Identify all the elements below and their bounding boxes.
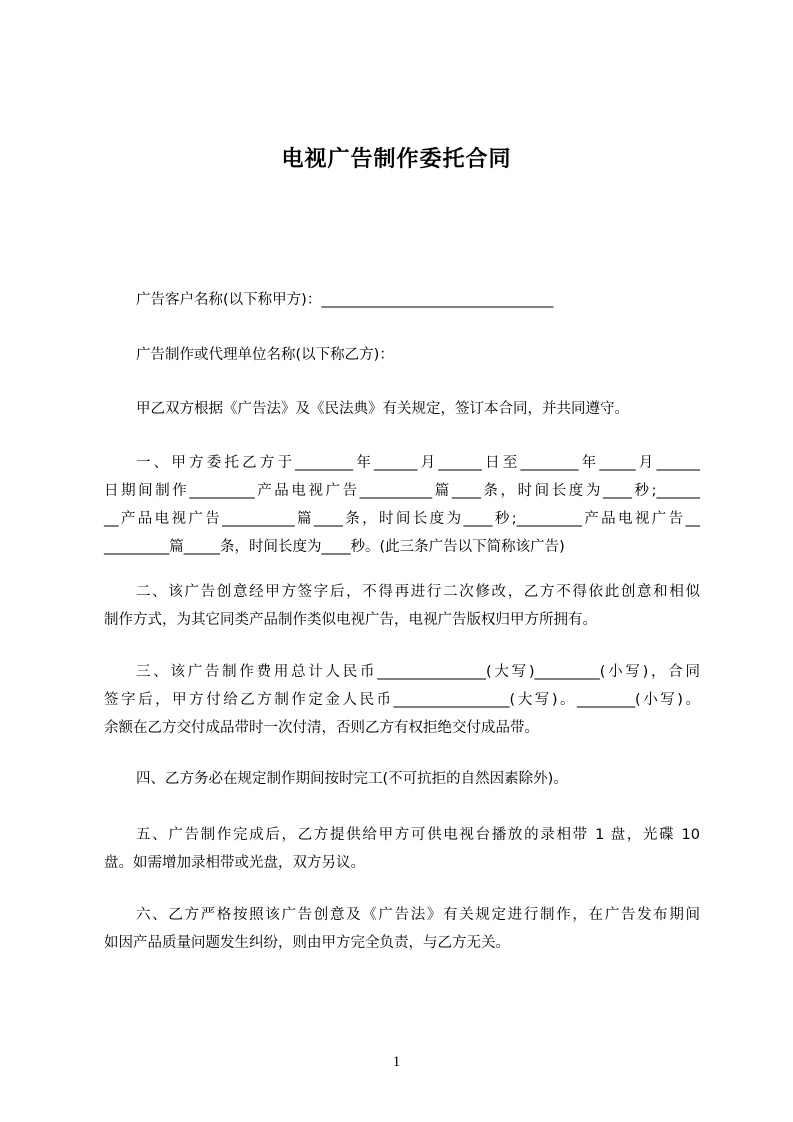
clause-6-line: 如因产品质量问题发生纠纷，则由甲方完全负责，与乙方无关。 xyxy=(104,935,510,951)
page-number: 1 xyxy=(392,1054,401,1070)
clause-6-paragraph xyxy=(104,901,700,957)
clause-3-line: 签字后，甲方付给乙方制作定金人民币________________(大写)。________(小写)。 xyxy=(104,692,700,708)
clause-1-line: __产品电视广告__________篇____条，时间长度为____秒;_________产品电视广告__ xyxy=(104,511,700,527)
document-title: 电视广告制作委托合同 xyxy=(281,147,512,172)
clause-2-paragraph xyxy=(104,578,700,634)
clause-4-paragraph xyxy=(104,765,700,793)
party-a-line: 广告客户名称(以下称甲方)：________________________________ xyxy=(136,292,554,308)
clause-3-paragraph xyxy=(104,658,700,742)
preamble-paragraph xyxy=(104,395,700,423)
clause-5-paragraph xyxy=(104,821,700,877)
clause-1-line: 一、甲方委托乙方于________年______月______日至________年_____月______ xyxy=(136,455,700,471)
clause-5-line: 五、广告制作完成后，乙方提供给甲方可供电视台播放的录相带 1 盘，光碟 10 xyxy=(136,827,700,843)
clause-2-line: 二、该广告创意经甲方签字后，不得再进行二次修改，乙方不得依此创意和相似 xyxy=(136,584,700,600)
clause-3-line: 三、该广告制作费用总计人民币_______________(大写)_________(小写)，合同 xyxy=(136,664,700,680)
clause-1-line: 日期间制作_________产品电视广告__________篇____条，时间长度为____秒;______ xyxy=(104,483,700,499)
party-b-paragraph xyxy=(104,341,700,369)
clause-6-line: 六、乙方严格按照该广告创意及《广告法》有关规定进行制作，在广告发布期间 xyxy=(136,907,700,923)
clause-2-line: 制作方式，为其它同类产品制作类似电视广告，电视广告版权归甲方所拥有。 xyxy=(104,612,597,628)
clause-1-line: _________篇_____条，时间长度为____秒。(此三条广告以下简称该广告) xyxy=(104,539,565,555)
clause-3-line: 余额在乙方交付成品带时一次付清，否则乙方有权拒绝交付成品带。 xyxy=(104,720,539,736)
clause-4-line: 四、乙方务必在规定制作期间按时完工(不可抗拒的自然因素除外)。 xyxy=(136,771,568,787)
clause-5-line: 盘。如需增加录相带或光盘，双方另议。 xyxy=(104,855,365,871)
clause-1-paragraph xyxy=(104,449,700,561)
preamble-line: 甲乙双方根据《广告法》及《民法典》有关规定，签订本合同，并共同遵守。 xyxy=(136,401,629,417)
party-b-line: 广告制作或代理单位名称(以下称乙方)： xyxy=(136,347,394,363)
party-a-paragraph xyxy=(104,286,700,314)
